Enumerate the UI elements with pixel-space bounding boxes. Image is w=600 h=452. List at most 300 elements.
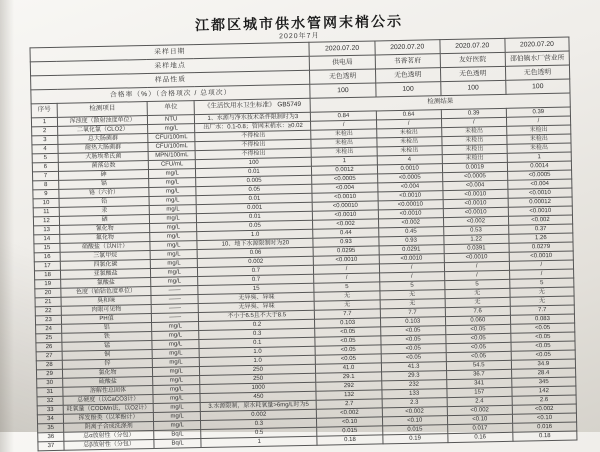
row-result: <0.0010 bbox=[378, 191, 443, 201]
row-index: 31 bbox=[37, 387, 63, 397]
meta-label: 采样地点 bbox=[30, 56, 310, 76]
row-result: 29.3 bbox=[381, 371, 446, 381]
row-result: <0.0005 bbox=[312, 174, 377, 184]
row-standard: 1.0 bbox=[199, 346, 315, 357]
row-result: <0.004 bbox=[508, 179, 572, 189]
row-index: 25 bbox=[36, 333, 62, 343]
row-standard: 0.7 bbox=[198, 274, 314, 285]
row-standard: 1000 bbox=[200, 382, 316, 393]
row-unit: mg/L bbox=[150, 232, 197, 242]
row-standard: 0.5 bbox=[201, 427, 317, 438]
row-item: 四氯化碳 bbox=[60, 260, 150, 271]
row-result: 0.93 bbox=[313, 237, 378, 247]
row-index: 5 bbox=[32, 153, 58, 163]
row-result: / bbox=[379, 263, 444, 273]
row-result: <0.0010 bbox=[443, 198, 508, 208]
row-result: <0.002 bbox=[317, 408, 382, 418]
row-result: 341 bbox=[446, 378, 511, 388]
row-result: 28.4 bbox=[511, 368, 575, 378]
row-standard: 0.7 bbox=[198, 265, 314, 276]
row-result: 0.39 bbox=[441, 108, 506, 118]
row-unit: mg/L bbox=[153, 385, 200, 395]
meta-value: 友好医院 bbox=[440, 52, 505, 67]
meta-value: 2020.07.20 bbox=[309, 41, 374, 56]
row-result: <0.0010 bbox=[312, 192, 377, 202]
row-index: 37 bbox=[38, 441, 64, 451]
row-result: <0.05 bbox=[380, 326, 445, 336]
row-result: <0.002 bbox=[382, 407, 447, 417]
row-result: 0.0295 bbox=[314, 246, 379, 256]
row-result: 36.7 bbox=[446, 369, 511, 379]
row-unit: mg/L bbox=[152, 358, 199, 368]
row-index: 4 bbox=[32, 144, 58, 154]
row-unit: mg/L bbox=[151, 268, 198, 278]
row-standard: 0.002 bbox=[198, 256, 314, 267]
row-result: 无 bbox=[380, 290, 445, 300]
row-index: 8 bbox=[33, 180, 59, 190]
row-item: 氟化物 bbox=[60, 233, 150, 244]
row-result: 0.103 bbox=[380, 317, 445, 327]
row-result: <0.0010 bbox=[443, 189, 508, 199]
row-result: <0.0010 bbox=[379, 254, 444, 264]
row-result: 未检出 bbox=[377, 146, 442, 156]
row-item: 溶解性总固体 bbox=[63, 385, 153, 396]
row-result: <0.0010 bbox=[508, 188, 572, 198]
row-index: 34 bbox=[37, 414, 63, 424]
row-result: 1.22 bbox=[444, 234, 509, 244]
row-result: 0.015 bbox=[382, 425, 447, 435]
row-index: 16 bbox=[34, 252, 60, 262]
row-result: <0.00010 bbox=[313, 201, 378, 211]
row-standard: 1、水源与净水技术条件限制时为3 bbox=[195, 112, 311, 123]
row-index: 20 bbox=[35, 288, 61, 298]
row-item: 汞 bbox=[59, 206, 149, 217]
row-result: 未检出 bbox=[311, 129, 376, 139]
meta-value: 无色透明 bbox=[440, 66, 505, 81]
row-standard: 不得检出 bbox=[195, 130, 311, 141]
row-item: 总大肠菌群 bbox=[58, 134, 148, 145]
row-index: 17 bbox=[34, 261, 60, 271]
row-unit: Bq/L bbox=[154, 439, 201, 449]
row-item: 硫酸盐 bbox=[63, 376, 153, 387]
row-item: 总β放射性（分包） bbox=[64, 439, 154, 450]
row-standard: 出厂水：0.1-0.8；管网末梢水：≥0.02 bbox=[195, 121, 311, 132]
row-result: 133 bbox=[382, 389, 447, 399]
row-standard: 无异臭、异味 bbox=[198, 292, 314, 303]
row-item: 耐热大肠菌群 bbox=[58, 143, 148, 154]
meta-value: 书香茗府 bbox=[375, 54, 440, 69]
meta-value: 无色透明 bbox=[310, 69, 375, 84]
row-index: 1 bbox=[31, 117, 57, 127]
row-index: 13 bbox=[34, 225, 60, 235]
meta-value: 2020.07.20 bbox=[505, 37, 569, 52]
row-result: 5 bbox=[444, 279, 509, 289]
row-result: 7.7 bbox=[510, 305, 574, 315]
row-standard: 0.01 bbox=[196, 193, 312, 204]
row-result: <0.05 bbox=[446, 351, 511, 361]
data-rows-body bbox=[31, 107, 577, 451]
row-result: <0.05 bbox=[511, 350, 575, 360]
row-unit: mg/L bbox=[149, 187, 196, 197]
row-index: 14 bbox=[34, 234, 60, 244]
row-result: 未检出 bbox=[376, 137, 441, 147]
row-index: 12 bbox=[33, 216, 59, 226]
row-result: / bbox=[444, 270, 509, 280]
row-result: <0.0010 bbox=[378, 209, 443, 219]
row-result: <0.10 bbox=[317, 417, 382, 427]
row-item: 砷 bbox=[59, 170, 149, 181]
row-result: 未检出 bbox=[507, 134, 571, 144]
row-result: <0.0010 bbox=[509, 251, 573, 261]
row-standard: 0.1 bbox=[199, 337, 315, 348]
row-result: 0.64 bbox=[376, 110, 441, 120]
row-result: 0.37 bbox=[508, 224, 572, 234]
row-unit: mg/L bbox=[149, 196, 196, 206]
row-result: 5 bbox=[510, 278, 574, 288]
row-result: 0.53 bbox=[443, 225, 508, 235]
row-result: 未检出 bbox=[312, 147, 377, 157]
row-unit: Bq/L bbox=[154, 430, 201, 440]
row-result: 未检出 bbox=[442, 144, 507, 154]
row-result: 未检出 bbox=[442, 135, 507, 145]
row-result: 0.083 bbox=[510, 314, 574, 324]
row-result: 0.103 bbox=[315, 318, 380, 328]
row-item: 肉眼可见物 bbox=[61, 305, 151, 316]
row-result: 7.7 bbox=[380, 308, 445, 318]
row-index: 22 bbox=[35, 306, 61, 316]
row-unit: mg/L bbox=[152, 340, 199, 350]
row-item: 铬（六价） bbox=[59, 188, 149, 199]
row-standard: 0.3 bbox=[199, 328, 315, 339]
row-item: 总α放射性（分包） bbox=[64, 430, 154, 441]
meta-value: 无色透明 bbox=[505, 65, 569, 80]
row-index: 33 bbox=[37, 405, 63, 415]
row-item: 臭和味 bbox=[61, 296, 151, 307]
meta-value: 100 bbox=[440, 80, 505, 95]
row-item: 阴离子合成洗涤剂 bbox=[64, 421, 154, 432]
row-unit: mg/L bbox=[152, 322, 199, 332]
row-unit: mg/L bbox=[153, 403, 200, 413]
row-unit: mg/L bbox=[150, 214, 197, 224]
row-result: 142 bbox=[512, 386, 576, 396]
row-result: 2.7 bbox=[317, 399, 382, 409]
row-standard: 0.06 bbox=[197, 247, 313, 258]
row-item: 氯化物 bbox=[62, 367, 152, 378]
row-standard: 3.水源限制，原水耗氧量>6mg/L时为5 bbox=[200, 400, 316, 411]
row-result: <0.002 bbox=[313, 219, 378, 229]
row-result: / bbox=[506, 116, 570, 126]
row-result: 0.0279 bbox=[509, 242, 573, 252]
row-index: 15 bbox=[34, 243, 60, 253]
row-item: 硝酸盐（以N计） bbox=[60, 242, 150, 253]
row-result: 157 bbox=[447, 387, 512, 397]
row-result: <0.05 bbox=[316, 354, 381, 364]
row-result: 未检出 bbox=[442, 153, 507, 163]
row-standard: 无异臭、异味 bbox=[198, 301, 314, 312]
row-unit: mg/L bbox=[150, 250, 197, 260]
water-quality-table bbox=[29, 37, 577, 452]
row-result: 0.016 bbox=[512, 422, 576, 432]
row-item: 镉 bbox=[59, 179, 149, 190]
row-result: 0.44 bbox=[313, 228, 378, 238]
row-result: <0.05 bbox=[446, 333, 511, 343]
row-result: <0.05 bbox=[316, 345, 381, 355]
row-result: 0.060 bbox=[445, 315, 510, 325]
row-item: 总硬度（以CaCO3计） bbox=[63, 394, 153, 405]
row-unit: mg/L bbox=[153, 376, 200, 386]
row-standard: 0.01 bbox=[197, 211, 313, 222]
row-result: / bbox=[509, 260, 573, 270]
row-result: <0.0010 bbox=[444, 252, 509, 262]
row-result: 0.0010 bbox=[377, 164, 442, 174]
row-result: 0.19 bbox=[382, 434, 447, 444]
row-index: 26 bbox=[36, 342, 62, 352]
row-result: / bbox=[314, 273, 379, 283]
row-result: / bbox=[441, 117, 506, 127]
row-result: 7.7 bbox=[315, 309, 380, 319]
row-result: 34.9 bbox=[511, 359, 575, 369]
row-index: 30 bbox=[37, 378, 63, 388]
row-result: <0.002 bbox=[443, 216, 508, 226]
row-result: / bbox=[509, 269, 573, 279]
row-result: 2.4 bbox=[447, 396, 512, 406]
row-unit: mg/L bbox=[149, 169, 196, 179]
row-standard: 0.2 bbox=[199, 319, 315, 330]
row-item: 硒 bbox=[59, 215, 149, 226]
meta-label: 采样日期 bbox=[30, 42, 310, 62]
row-item: 三氯甲烷 bbox=[60, 251, 150, 262]
row-unit: mg/L bbox=[149, 178, 196, 188]
row-result: <0.05 bbox=[381, 344, 446, 354]
row-result: 未检出 bbox=[507, 143, 571, 153]
row-unit: mg/L bbox=[149, 205, 196, 215]
row-result: 0.84 bbox=[311, 111, 376, 121]
row-index: 29 bbox=[36, 369, 62, 379]
row-unit: mg/L bbox=[152, 331, 199, 341]
row-unit: mg/L bbox=[148, 124, 195, 134]
row-item: 氰化物 bbox=[60, 224, 150, 235]
row-result: 41.0 bbox=[316, 363, 381, 373]
row-standard: 0.3 bbox=[201, 418, 317, 429]
row-index: 18 bbox=[34, 270, 60, 280]
meta-value: 2020.07.20 bbox=[440, 38, 505, 53]
row-item: 色度（铂钴色度单位） bbox=[61, 287, 151, 298]
row-result: 无 bbox=[445, 297, 510, 307]
row-result: 29.1 bbox=[316, 372, 381, 382]
row-unit: NTU bbox=[148, 115, 195, 125]
row-unit: —— bbox=[152, 313, 199, 323]
row-index: 2 bbox=[32, 126, 58, 136]
row-result: <0.05 bbox=[511, 332, 575, 342]
row-index: 21 bbox=[35, 297, 61, 307]
row-result: 0.0019 bbox=[442, 162, 507, 172]
row-unit: —— bbox=[151, 295, 198, 305]
row-result: 无 bbox=[314, 291, 379, 301]
row-result: <0.0010 bbox=[313, 210, 378, 220]
row-result: 41.3 bbox=[381, 362, 446, 372]
row-result: <0.0005 bbox=[507, 170, 571, 180]
row-result: <0.002 bbox=[508, 215, 572, 225]
row-result: 0.0014 bbox=[507, 161, 571, 171]
row-standard: 15 bbox=[198, 283, 314, 294]
row-result: 无 bbox=[315, 300, 380, 310]
row-result: 2.6 bbox=[512, 395, 576, 405]
row-result: 2.3 bbox=[382, 398, 447, 408]
row-index: 24 bbox=[36, 324, 62, 334]
row-index: 23 bbox=[35, 315, 61, 325]
row-result: 0.18 bbox=[513, 431, 577, 441]
meta-value: 邵伯镇水厂营业所 bbox=[505, 51, 569, 66]
row-unit: mg/L bbox=[153, 367, 200, 377]
row-result: 7.6 bbox=[445, 306, 510, 316]
page-title: 江都区城市供水管网末梢公示 bbox=[194, 12, 404, 34]
row-result: / bbox=[314, 264, 379, 274]
row-result: <0.002 bbox=[512, 404, 576, 414]
row-index: 3 bbox=[32, 135, 58, 145]
row-unit: CFU/mL bbox=[148, 160, 195, 170]
row-result: <0.10 bbox=[512, 413, 576, 423]
row-item: 铁 bbox=[62, 331, 152, 342]
row-result: <0.10 bbox=[382, 416, 447, 426]
row-result: <0.002 bbox=[378, 218, 443, 228]
row-standard: 0.005 bbox=[196, 175, 312, 186]
row-result: 5 bbox=[314, 282, 379, 292]
row-unit: —— bbox=[151, 286, 198, 296]
row-unit: mg/L bbox=[153, 394, 200, 404]
row-result: 1.26 bbox=[509, 233, 573, 243]
row-index: 19 bbox=[35, 279, 61, 289]
row-result: <0.05 bbox=[446, 342, 511, 352]
row-standard: 不得检出 bbox=[195, 148, 311, 159]
row-unit: CFU/100mL bbox=[148, 133, 195, 143]
meta-value: 2020.07.20 bbox=[375, 40, 440, 55]
col-header-standard: 《生活饮用水卫生标准》 GB5749 bbox=[194, 98, 310, 114]
row-index: 10 bbox=[33, 198, 59, 208]
row-result: <0.05 bbox=[315, 336, 380, 346]
row-result: / bbox=[379, 272, 444, 282]
row-index: 36 bbox=[38, 432, 64, 442]
row-result: 无 bbox=[510, 287, 574, 297]
row-standard: 0.002 bbox=[201, 409, 317, 420]
row-unit: —— bbox=[151, 304, 198, 314]
row-item: 浑浊度（散射浊度单位） bbox=[57, 116, 147, 127]
row-result: 132 bbox=[316, 390, 381, 400]
row-result: 345 bbox=[512, 377, 576, 387]
row-result: <0.004 bbox=[442, 180, 507, 190]
row-result: 4 bbox=[377, 155, 442, 165]
row-result: 1 bbox=[507, 152, 571, 162]
row-item: 大肠埃希氏菌 bbox=[58, 152, 148, 163]
report-month: 2020年7月 bbox=[279, 32, 320, 41]
row-result: <0.05 bbox=[381, 353, 446, 363]
row-result: <0.0005 bbox=[377, 173, 442, 183]
row-result: <0.10 bbox=[447, 414, 512, 424]
row-result: <0.05 bbox=[315, 327, 380, 337]
row-standard: 1 bbox=[201, 436, 317, 447]
row-item: 铅 bbox=[59, 197, 149, 208]
row-unit: CFU/100mL bbox=[148, 142, 195, 152]
row-result: <0.00010 bbox=[378, 200, 443, 210]
row-standard: 1.0 bbox=[197, 229, 313, 240]
row-result: 未检出 bbox=[441, 126, 506, 136]
row-result: <0.004 bbox=[377, 182, 442, 192]
row-standard: 450 bbox=[200, 391, 316, 402]
row-result: <0.05 bbox=[380, 335, 445, 345]
row-item: 二氧化氯（CLO2） bbox=[58, 125, 148, 136]
row-result: <0.0005 bbox=[442, 171, 507, 181]
row-result: <0.002 bbox=[447, 405, 512, 415]
row-standard: 0.05 bbox=[196, 184, 312, 195]
row-item: 挥发酚类（以苯酚计） bbox=[63, 412, 153, 423]
meta-label: 合格率（%）（合格项次 / 总项次） bbox=[31, 84, 311, 104]
row-item: 铜 bbox=[62, 349, 152, 360]
row-standard: 不得检出 bbox=[195, 139, 311, 150]
row-index: 28 bbox=[36, 360, 62, 370]
row-unit: mg/L bbox=[150, 241, 197, 251]
row-result: / bbox=[444, 261, 509, 271]
meta-value: 100 bbox=[310, 83, 375, 98]
meta-value: 100 bbox=[506, 79, 570, 94]
row-item: 耗氧量（CODMn法，以O2计） bbox=[63, 403, 153, 414]
col-header-unit: 单位 bbox=[147, 101, 194, 116]
row-result: 5 bbox=[379, 281, 444, 291]
row-result: <0.0010 bbox=[314, 255, 379, 265]
meta-value: 100 bbox=[375, 82, 440, 97]
row-result: <0.0010 bbox=[443, 207, 508, 217]
row-result: <0.004 bbox=[312, 183, 377, 193]
row-result: 未检出 bbox=[506, 125, 570, 135]
row-item: 锌 bbox=[62, 358, 152, 369]
row-result: <0.0010 bbox=[508, 206, 572, 216]
row-unit: MPN/100mL bbox=[148, 151, 195, 161]
meta-value: 供电局 bbox=[310, 55, 375, 70]
row-index: 32 bbox=[37, 396, 63, 406]
row-index: 35 bbox=[38, 423, 64, 433]
row-result: 0.93 bbox=[378, 236, 443, 246]
row-unit: mg/L bbox=[151, 277, 198, 287]
row-result: 232 bbox=[381, 380, 446, 390]
row-result: 无 bbox=[380, 299, 445, 309]
row-standard: 250 bbox=[200, 373, 316, 384]
row-result: 未检出 bbox=[376, 128, 441, 138]
row-item: 氯酸盐 bbox=[61, 278, 151, 289]
row-result: 0.39 bbox=[506, 107, 570, 117]
row-item: 菌落总数 bbox=[58, 161, 148, 172]
row-item: 亚氯酸盐 bbox=[61, 269, 151, 280]
row-result: 0.18 bbox=[317, 435, 382, 445]
col-header-index: 序号 bbox=[31, 103, 57, 118]
row-index: 11 bbox=[33, 207, 59, 217]
row-result: 0.017 bbox=[447, 423, 512, 433]
row-item: 铝 bbox=[62, 322, 152, 333]
row-result: 0.45 bbox=[378, 227, 443, 237]
row-unit: mg/L bbox=[150, 259, 197, 269]
row-result: 1 bbox=[312, 156, 377, 166]
row-standard: 不小于6.5且不大于8.5 bbox=[199, 310, 315, 321]
row-standard: 0.01 bbox=[196, 166, 312, 177]
row-result: 无 bbox=[445, 288, 510, 298]
row-standard: 0.05 bbox=[197, 220, 313, 231]
row-result: 0.0291 bbox=[379, 245, 444, 255]
row-item: 锰 bbox=[62, 340, 152, 351]
row-result: 0.16 bbox=[448, 432, 513, 442]
row-result: / bbox=[311, 120, 376, 130]
row-unit: mg/L bbox=[152, 349, 199, 359]
row-standard: 0.001 bbox=[196, 202, 312, 213]
row-result: 0.0391 bbox=[444, 243, 509, 253]
row-result: 0.0012 bbox=[312, 165, 377, 175]
row-index: 6 bbox=[32, 162, 58, 172]
